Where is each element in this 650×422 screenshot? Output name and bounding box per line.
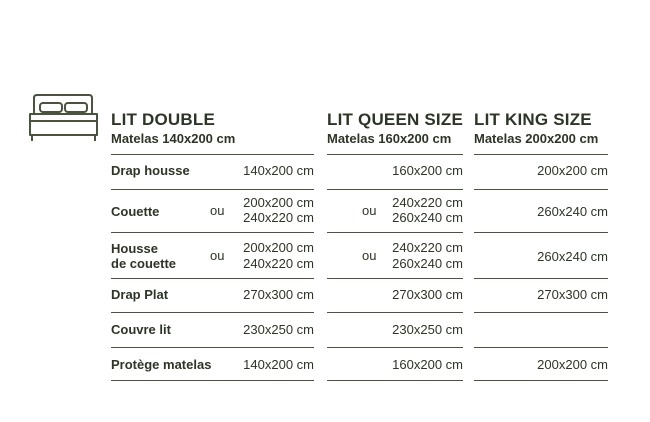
divider-queen-1 [327,189,463,190]
bed-icon [27,93,102,143]
divider-queen-4 [327,312,463,313]
queen-value: 270x300 cm [392,287,463,302]
divider-king-5 [474,347,608,348]
king-value: 200x200 cm [537,357,608,372]
header-subtitle-queen: Matelas 160x200 cm [327,131,452,146]
king-value: 260x240 cm [537,204,608,219]
divider-double-1 [111,189,314,190]
divider-queen-3 [327,278,463,279]
row-label-drap-plat: Drap Plat [111,287,169,302]
double-value: 200x200 cm [243,240,314,255]
queen-value: 240x220 cm [392,240,463,255]
double-value: 240x220 cm [243,256,314,271]
or-text-queen: ou [362,203,377,218]
double-value: 140x200 cm [243,163,314,178]
queen-value: 260x240 cm [392,210,463,225]
king-value: 270x300 cm [537,287,608,302]
queen-value: 230x250 cm [392,322,463,337]
double-value: 200x200 cm [243,195,314,210]
divider-queen-5 [327,347,463,348]
divider-double-6 [111,380,314,381]
header-subtitle-double: Matelas 140x200 cm [111,131,236,146]
row-label-housse-de-couette: de couette [111,256,177,271]
double-value: 230x250 cm [243,322,314,337]
queen-value: 260x240 cm [392,256,463,271]
king-value: 200x200 cm [537,163,608,178]
or-text-double: ou [210,203,225,218]
header-title-king: LIT KING SIZE [474,110,592,129]
row-label-housse-de-couette: Housse [111,241,158,256]
header-title-queen: LIT QUEEN SIZE [327,110,463,129]
divider-king-3 [474,278,608,279]
divider-king-2 [474,232,608,233]
double-value: 140x200 cm [243,357,314,372]
header-title-double: LIT DOUBLE [111,110,215,129]
divider-king-6 [474,380,608,381]
divider-double-2 [111,232,314,233]
row-label-couette: Couette [111,204,160,219]
divider-double-5 [111,347,314,348]
divider-double-4 [111,312,314,313]
queen-value: 160x200 cm [392,163,463,178]
divider-queen-0 [327,154,463,155]
double-value: 240x220 cm [243,210,314,225]
divider-double-0 [111,154,314,155]
divider-double-3 [111,278,314,279]
queen-value: 240x220 cm [392,195,463,210]
row-label-couvre-lit: Couvre lit [111,322,171,337]
divider-king-0 [474,154,608,155]
row-label-drap-housse: Drap housse [111,163,190,178]
king-value: 260x240 cm [537,249,608,264]
row-label-protege-matelas: Protège matelas [111,357,212,372]
or-text-double: ou [210,248,225,263]
header-subtitle-king: Matelas 200x200 cm [474,131,599,146]
divider-queen-6 [327,380,463,381]
or-text-queen: ou [362,248,377,263]
divider-king-4 [474,312,608,313]
divider-king-1 [474,189,608,190]
divider-queen-2 [327,232,463,233]
queen-value: 160x200 cm [392,357,463,372]
double-value: 270x300 cm [243,287,314,302]
